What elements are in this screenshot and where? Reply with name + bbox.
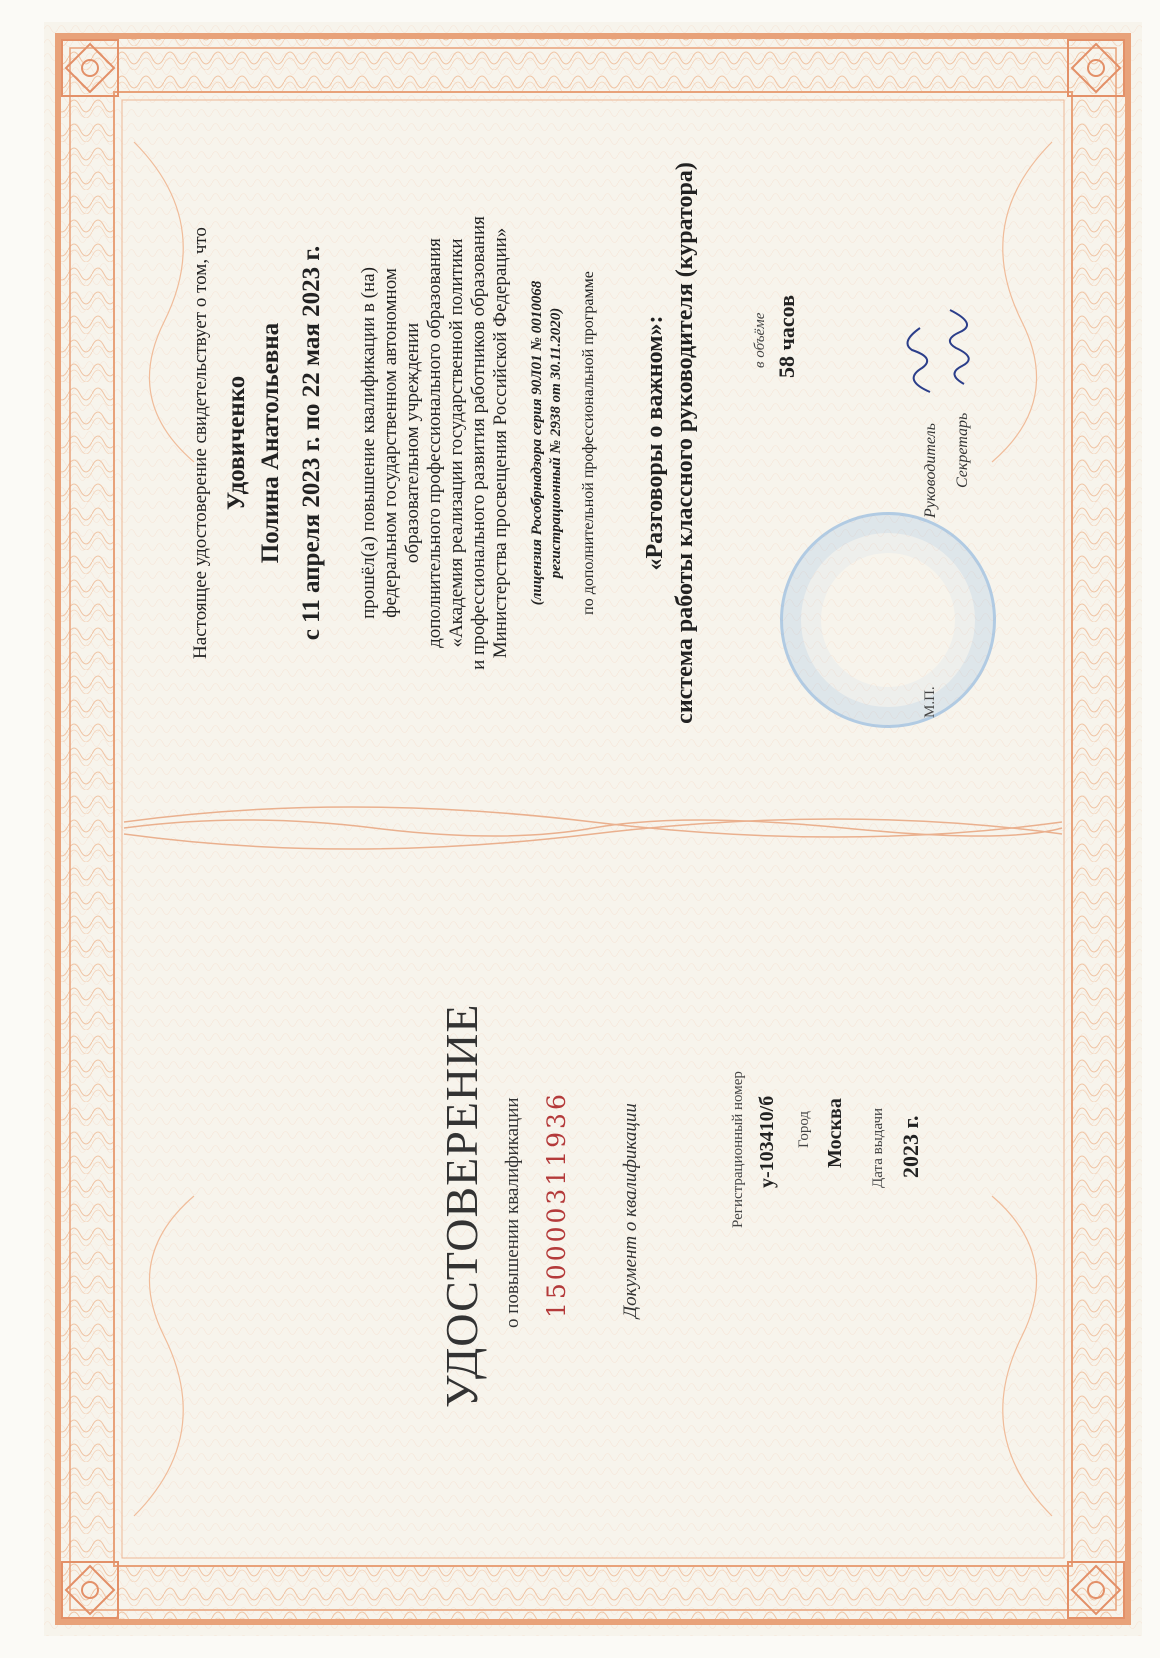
- issue-date: 2023 г.: [898, 1115, 923, 1178]
- right-panel: [40, 98, 1080, 788]
- doc-type-note: Документ о квалификации: [620, 1103, 641, 1318]
- secretary-signature: [936, 298, 976, 388]
- head-signature: [900, 318, 940, 398]
- body-line: «Академия реализации государственной политики: [446, 238, 467, 648]
- surname: Удовиченко: [223, 375, 250, 511]
- volume-label: в объёме: [752, 312, 768, 368]
- program-line: «Разговоры о важном»:: [642, 315, 668, 571]
- program-line: система работы классного руководителя (куратора): [672, 162, 698, 724]
- city: Москва: [824, 1098, 846, 1168]
- serial-number: 150000311936: [542, 1091, 571, 1318]
- course-dates: с 11 апреля 2023 г. по 22 мая 2023 г.: [298, 245, 325, 641]
- document-subtitle: о повышении квалификации: [502, 1097, 523, 1328]
- reg-number-label: Регистрационный номер: [730, 1071, 746, 1228]
- body-line: Министерства просвещения Российской Федерации»: [490, 227, 511, 659]
- body-line: и профессионального развития работников образования: [468, 216, 489, 670]
- issue-date-label: Дата выдачи: [870, 1107, 886, 1188]
- body-line: федеральном государственном автономном: [380, 268, 401, 618]
- body-line: дополнительного профессионального образования: [424, 238, 445, 648]
- institution-block: [358, 98, 512, 788]
- hours: 58 часов: [774, 294, 799, 378]
- program-title: [640, 98, 700, 788]
- body-line: прошёл(а) повышение квалификации в (на): [358, 267, 379, 619]
- license-line: (лицензия Рособрнадзора серия 90Л01 № 0010068: [529, 280, 545, 606]
- city-label: Город: [796, 1110, 812, 1148]
- document-title: УДОСТОВЕРЕНИЕ: [436, 1003, 487, 1408]
- body-line: образовательном учреждении: [402, 322, 423, 564]
- license-line: регистрационный № 2938 от 30.11.2020): [548, 307, 564, 579]
- head-label: Руководитель: [922, 423, 939, 518]
- secretary-label: Секретарь: [954, 412, 971, 488]
- given-names: Полина Анатольевна: [257, 322, 284, 564]
- program-intro: по дополнительной профессиональной программе: [580, 271, 597, 615]
- intro-text: Настоящее удостоверение свидетельствует о том, что: [190, 227, 211, 659]
- official-stamp: [780, 512, 996, 728]
- license-block: [528, 98, 566, 788]
- reg-number: у-103410/б: [756, 1095, 778, 1188]
- left-panel: [40, 898, 1080, 1618]
- certificate-content: [40, 98, 1080, 1618]
- stamp-label: М.П.: [922, 686, 938, 718]
